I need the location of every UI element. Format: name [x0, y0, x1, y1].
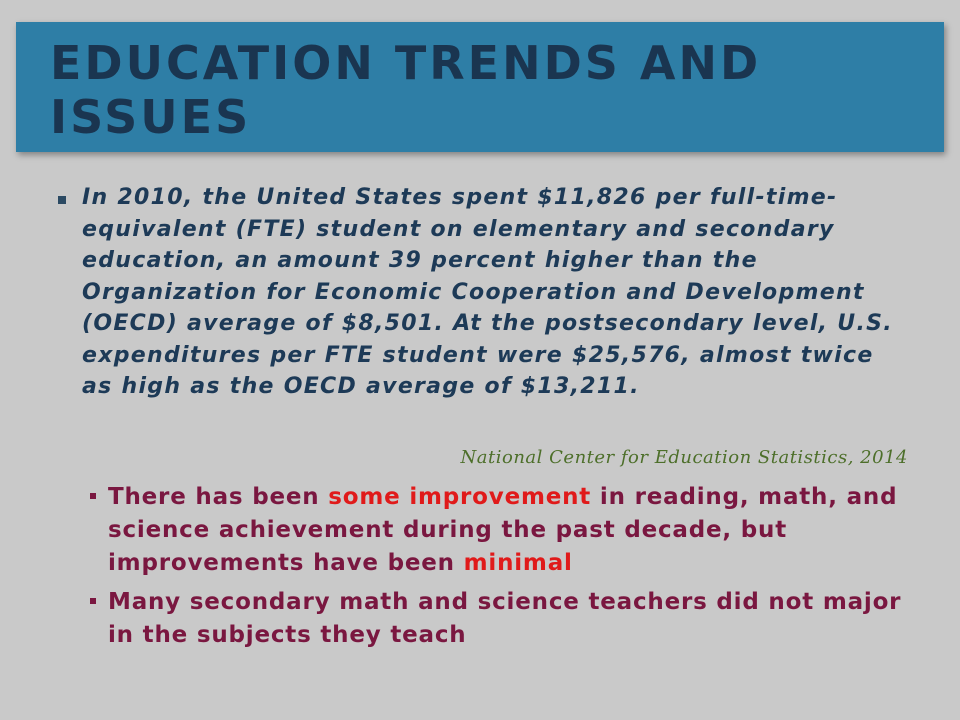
sub-bullet-list: [88, 481, 928, 658]
emphasis-red: minimal: [463, 550, 573, 576]
bullet-spending: [58, 182, 898, 403]
title-bar: [16, 22, 944, 152]
text-segment: than the Organization for Economic Cooperation and Development (OECD) average of $8,501. At the postsecondary level, U.S. expenditures per FTE student were $25,576, almost twice as high as the OECD average of $13,211.: [82, 248, 893, 399]
sub-bullet-achievement-text: [108, 481, 928, 580]
percent-highlight: 39 percent higher: [388, 248, 633, 273]
square-bullet-icon: [58, 196, 66, 204]
square-bullet-icon: [90, 598, 96, 604]
text-segment: There has been: [108, 484, 329, 510]
text-segment: in reading, math, and science achievement during the past decade, but improvements have been: [108, 484, 898, 576]
amount-highlight: $11,826: [537, 185, 647, 210]
bullet-spending-text: [82, 182, 898, 403]
sub-bullet-teachers: [88, 586, 928, 652]
text-segment: per full-time-equivalent (FTE) student on elementary and secondary education, an amount: [82, 185, 838, 273]
sub-bullet-teachers-text: Many secondary math and science teachers did not major in the subjects they teach: [108, 589, 902, 648]
slide-title: EDUCATION TRENDS AND ISSUES: [50, 36, 762, 144]
sub-bullet-achievement: [88, 481, 928, 580]
square-bullet-icon: [90, 493, 96, 499]
citation: National Center for Education Statistics, 2014: [460, 447, 908, 468]
text-segment: In 2010, the United States spent: [82, 185, 538, 210]
emphasis-red: some improvement: [328, 484, 592, 510]
